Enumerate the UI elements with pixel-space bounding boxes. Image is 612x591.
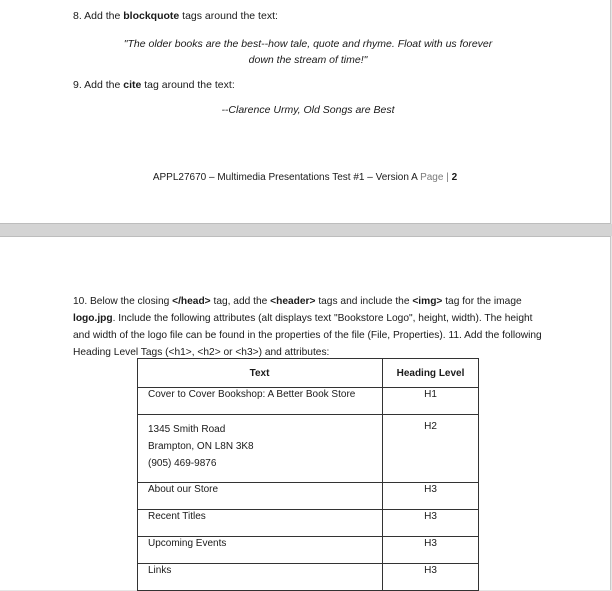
tag-name: </head>	[172, 296, 211, 307]
table-cell-text	[138, 415, 383, 483]
address-line: Brampton, ON L8N 3K8	[148, 441, 254, 452]
table-cell-level: H1	[383, 388, 479, 415]
table-cell-level: H3	[383, 510, 479, 537]
question-text: . Include the following attributes (alt displays text "Bookstore Logo", height, width). The height and width of the logo file can be found in the properties of the file (File, Properties). 11. Add the following Heading Level Tags (<h1>, <h2> or <h3>) and attributes:	[73, 313, 542, 358]
table-row	[138, 510, 479, 537]
blockquote-text	[100, 36, 516, 68]
question-9	[73, 78, 235, 92]
table-row	[138, 537, 479, 564]
question-text: tags around the text:	[182, 10, 278, 22]
table-cell-level: H3	[383, 537, 479, 564]
tag-name: <header>	[270, 296, 316, 307]
citation-text: --Clarence Urmy, Old Songs are Best	[221, 104, 395, 116]
page-gap	[0, 224, 612, 236]
heading-level-table	[137, 358, 479, 591]
quote-line: "The older books are the best--how tale, quote and rhyme. Float with us forever	[123, 38, 493, 50]
footer-page-number: 2	[451, 172, 458, 183]
table-cell-level: H3	[383, 564, 479, 591]
table-cell-text: About our Store	[138, 483, 383, 510]
column-header-text: Text	[138, 359, 383, 388]
footer-course: APPL27670 – Multimedia Presentations Test #1 – Version A	[152, 172, 418, 183]
table-cell-level: H2	[383, 415, 479, 483]
document-page-1	[0, 0, 611, 224]
question-text: 10. Below the closing	[73, 296, 170, 307]
footer-page-label: Page |	[420, 172, 449, 183]
address-line: (905) 469-9876	[148, 458, 217, 469]
question-8	[73, 9, 278, 23]
table-row	[138, 483, 479, 510]
question-number: 9.	[73, 79, 82, 91]
question-text: tag around the text:	[144, 79, 235, 91]
question-10	[73, 293, 543, 361]
tag-name: cite	[123, 79, 142, 91]
table-row	[138, 564, 479, 591]
tag-name: blockquote	[123, 10, 180, 22]
tag-name: <img>	[412, 296, 443, 307]
table-row	[138, 415, 479, 483]
column-header-heading-level: Heading Level	[383, 359, 479, 388]
table-row	[138, 388, 479, 415]
table-cell-level: H3	[383, 483, 479, 510]
page-footer	[0, 172, 610, 183]
table-cell-text: Recent Titles	[138, 510, 383, 537]
table-cell-text: Links	[138, 564, 383, 591]
address-line: 1345 Smith Road	[148, 424, 226, 435]
table-cell-text: Upcoming Events	[138, 537, 383, 564]
question-text: tags and include the	[318, 296, 410, 307]
question-text: tag for the image	[445, 296, 522, 307]
quote-line: down the stream of time!"	[248, 54, 368, 66]
file-name: logo.jpg	[73, 313, 113, 324]
question-number: 8.	[73, 10, 82, 22]
table-cell-text: Cover to Cover Bookshop: A Better Book Store	[138, 388, 383, 415]
question-text: tag, add the	[213, 296, 268, 307]
table-header-row	[138, 359, 479, 388]
question-text: Add the	[84, 10, 121, 22]
question-text: Add the	[84, 79, 121, 91]
